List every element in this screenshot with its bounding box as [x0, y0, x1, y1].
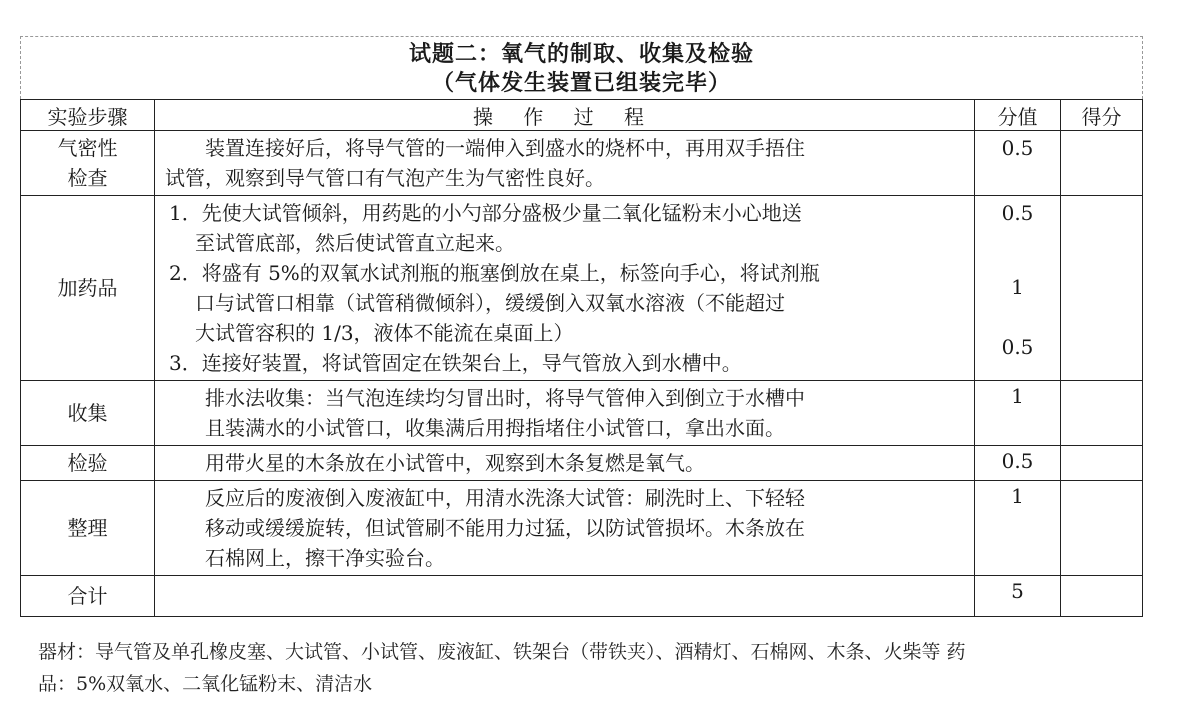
table-row [21, 446, 1143, 481]
score-cell: 1 [975, 381, 1061, 446]
process-text: 口与试管口相靠（试管稍微倾斜），缓缓倒入双氧水溶液（不能超过 [195, 291, 785, 315]
step-cell: 收集 [21, 381, 155, 446]
table-row [21, 381, 1143, 446]
step-cell [21, 131, 155, 196]
header-process: 操 作 过 程 [155, 100, 975, 131]
got-cell [1061, 381, 1143, 446]
got-cell [1061, 576, 1143, 617]
table-row [21, 196, 1143, 381]
equipment-list [38, 636, 1178, 700]
process-text: 用带火星的木条放在小试管中，观察到木条复燃是氧气。 [205, 451, 705, 475]
process-text: 1．先使大试管倾斜，用药匙的小勺部分盛极少量二氧化锰粉末小心地送 [169, 201, 802, 225]
table-header [21, 100, 1143, 131]
table-row [21, 576, 1143, 617]
step-cell: 整理 [21, 481, 155, 576]
step-cell: 合计 [21, 576, 155, 617]
process-cell [155, 381, 975, 446]
page-title: 试题二：氧气的制取、收集及检验 [409, 42, 755, 67]
table-row [21, 131, 1143, 196]
step-label: 气密性 [57, 136, 118, 160]
score-cell: 0.5 [975, 131, 1061, 196]
process-text: 大试管容积的 1/3，液体不能流在桌面上） [195, 321, 574, 345]
got-cell [1061, 446, 1143, 481]
process-text: 装置连接好后，将导气管的一端伸入到盛水的烧杯中，再用双手捂住 [205, 136, 805, 160]
score-value: 0.5 [1001, 335, 1034, 359]
process-text: 石棉网上，擦干净实验台。 [205, 546, 445, 570]
got-cell [1061, 481, 1143, 576]
step-cell: 加药品 [21, 196, 155, 381]
score-cell [975, 196, 1061, 381]
step-label: 检查 [67, 166, 108, 190]
process-text: 且装满水的小试管口，收集满后用拇指堵住小试管口，拿出水面。 [205, 416, 785, 440]
process-cell [155, 446, 975, 481]
process-cell [155, 196, 975, 381]
process-text: 3．连接好装置，将试管固定在铁架台上，导气管放入到水槽中。 [169, 351, 742, 375]
got-cell [1061, 131, 1143, 196]
step-cell: 检验 [21, 446, 155, 481]
process-cell [155, 481, 975, 576]
score-table [20, 36, 1143, 617]
equipment-line: 品：5%双氧水、二氧化锰粉末、清洁水 [38, 673, 373, 695]
process-text: 至试管底部，然后使试管直立起来。 [195, 231, 515, 255]
table-row [21, 481, 1143, 576]
equipment-line: 器材：导气管及单孔橡皮塞、大试管、小试管、废液缸、铁架台（带铁夹）、酒精灯、石棉网、木条、火柴等 药 [38, 641, 966, 663]
header-got: 得分 [1061, 100, 1143, 131]
score-cell: 1 [975, 481, 1061, 576]
process-text: 反应后的废液倒入废液缸中，用清水洗涤大试管：刷洗时上、下轻轻 [205, 486, 805, 510]
exam-sheet [20, 36, 1142, 617]
got-cell [1061, 196, 1143, 381]
process-text: 2．将盛有 5%的双氧水试剂瓶的瓶塞倒放在桌上，标签向手心，将试剂瓶 [169, 261, 820, 285]
header-score: 分值 [975, 100, 1061, 131]
process-cell [155, 131, 975, 196]
score-cell: 0.5 [975, 446, 1061, 481]
header-step: 实验步骤 [21, 100, 155, 131]
process-text: 移动或缓缓旋转，但试管刷不能用力过猛，以防试管损坏。木条放在 [205, 516, 805, 540]
process-text: 试管，观察到导气管口有气泡产生为气密性良好。 [165, 166, 605, 190]
title-block [21, 37, 1143, 100]
process-cell [155, 576, 975, 617]
score-value: 1 [1011, 275, 1024, 299]
page-subtitle: （气体发生装置已组装完毕） [432, 71, 732, 96]
process-text: 排水法收集：当气泡连续均匀冒出时，将导气管伸入到倒立于水槽中 [205, 386, 805, 410]
score-value: 0.5 [1001, 201, 1034, 225]
score-cell: 5 [975, 576, 1061, 617]
